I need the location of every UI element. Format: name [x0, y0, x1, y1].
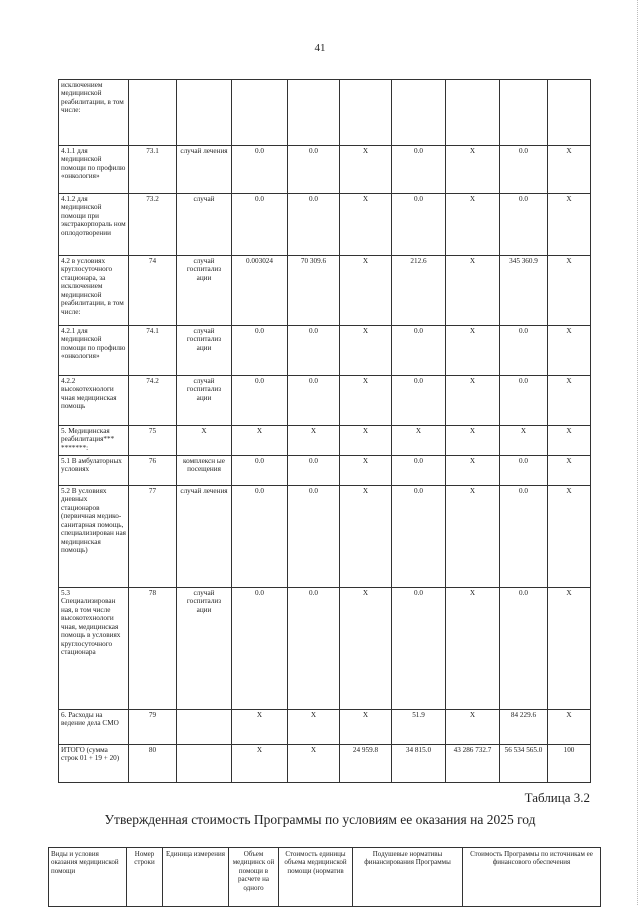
row-value-cell: X [446, 194, 500, 256]
row-value-cell: 0.0 [232, 194, 288, 256]
row-value-cell: случай госпитализ ации [177, 326, 232, 376]
table-row [59, 194, 591, 256]
row-value-cell [446, 80, 500, 146]
row-value-cell: 0.0 [500, 146, 548, 194]
row-value-cell: 80 [129, 745, 177, 783]
row-value-cell [500, 80, 548, 146]
row-value-cell: X [340, 456, 392, 486]
row-value-cell: 0.0 [232, 146, 288, 194]
row-value-cell: 0.0 [392, 456, 446, 486]
header-cell: Стоимость Программы по источникам ее финансового обеспечения [463, 848, 601, 907]
row-name-cell: ИТОГО (сумма строк 01 + 19 + 20) [59, 745, 129, 783]
row-value-cell: 0.0 [392, 146, 446, 194]
row-value-cell: X [500, 426, 548, 456]
row-value-cell [548, 80, 591, 146]
row-value-cell [129, 80, 177, 146]
row-value-cell: X [446, 456, 500, 486]
row-value-cell: X [288, 745, 340, 783]
row-name-cell: 5. Медицинская реабилитация*** *******: [59, 426, 129, 456]
row-value-cell: 0.0 [392, 486, 446, 588]
header-cell: Номер строки [127, 848, 163, 907]
row-value-cell: комплексн ые посещения [177, 456, 232, 486]
row-value-cell: X [446, 376, 500, 426]
table-row [59, 710, 591, 745]
row-value-cell: 212.6 [392, 256, 446, 326]
row-value-cell: X [340, 376, 392, 426]
row-value-cell: X [548, 376, 591, 426]
row-value-cell: X [340, 194, 392, 256]
row-value-cell: 0.0 [232, 588, 288, 710]
row-value-cell [392, 80, 446, 146]
row-value-cell [340, 80, 392, 146]
row-value-cell [232, 80, 288, 146]
row-value-cell: 76 [129, 456, 177, 486]
row-value-cell: 77 [129, 486, 177, 588]
row-value-cell: X [340, 486, 392, 588]
row-value-cell: 70 309.6 [288, 256, 340, 326]
header-cell: Подушевые нормативы финансирования Программы [353, 848, 463, 907]
row-value-cell: 74.1 [129, 326, 177, 376]
row-value-cell: X [288, 426, 340, 456]
row-name-cell: исключением медицинской реабилитации, в том числе: [59, 80, 129, 146]
row-value-cell [177, 80, 232, 146]
row-value-cell: X [446, 426, 500, 456]
row-name-cell: 6. Расходы на ведение дела СМО [59, 710, 129, 745]
table-row [59, 456, 591, 486]
row-value-cell: X [340, 710, 392, 745]
row-value-cell: 43 286 732.7 [446, 745, 500, 783]
row-value-cell: 0.0 [392, 194, 446, 256]
header-cell: Объем медицинск ой помощи в расчете на одного [229, 848, 279, 907]
cost-table [58, 79, 591, 783]
row-value-cell [177, 745, 232, 783]
row-value-cell: случай госпитализ ации [177, 376, 232, 426]
row-value-cell: X [548, 426, 591, 456]
row-value-cell [288, 80, 340, 146]
page-number: 41 [314, 42, 326, 54]
row-value-cell: 34 815.0 [392, 745, 446, 783]
row-value-cell: X [288, 710, 340, 745]
row-value-cell: случай лечения [177, 486, 232, 588]
row-value-cell: 74.2 [129, 376, 177, 426]
row-value-cell: X [340, 256, 392, 326]
row-value-cell: случай госпитализ ации [177, 256, 232, 326]
row-value-cell: X [548, 710, 591, 745]
row-value-cell: X [340, 326, 392, 376]
row-value-cell: X [548, 146, 591, 194]
header-cell: Стоимость единицы объема медицинской помощи (норматив [279, 848, 353, 907]
row-value-cell: X [232, 710, 288, 745]
row-value-cell: 24 959.8 [340, 745, 392, 783]
row-value-cell: X [177, 426, 232, 456]
row-value-cell: 0.003024 [232, 256, 288, 326]
row-value-cell: 73.2 [129, 194, 177, 256]
row-value-cell: 0.0 [232, 456, 288, 486]
row-name-cell: 5.3 Специализирован ная, в том числе высокотехнологи чная, медицинская помощь в условиях круглосуточного стационара [59, 588, 129, 710]
row-value-cell: случай лечения [177, 146, 232, 194]
scan-edge [635, 0, 638, 905]
row-value-cell: X [446, 710, 500, 745]
row-value-cell: X [446, 256, 500, 326]
row-value-cell: 0.0 [288, 588, 340, 710]
row-value-cell: X [232, 745, 288, 783]
row-value-cell: X [446, 326, 500, 376]
row-value-cell: 0.0 [288, 376, 340, 426]
row-value-cell: 74 [129, 256, 177, 326]
row-value-cell: X [548, 256, 591, 326]
row-value-cell: X [446, 588, 500, 710]
row-value-cell: X [340, 426, 392, 456]
row-value-cell: X [548, 456, 591, 486]
table-row [59, 256, 591, 326]
table-label: Таблица 3.2 [524, 790, 590, 805]
row-value-cell: 0.0 [232, 376, 288, 426]
row-value-cell: X [548, 326, 591, 376]
row-value-cell: X [548, 486, 591, 588]
row-value-cell: X [392, 426, 446, 456]
row-name-cell: 4.2 в условиях круглосуточного стационара, за исключением медицинской реабилитации, в том числе: [59, 256, 129, 326]
row-value-cell: X [340, 146, 392, 194]
table-header [48, 847, 601, 907]
row-value-cell: 51.9 [392, 710, 446, 745]
row-value-cell: случай [177, 194, 232, 256]
table-row [59, 326, 591, 376]
table-row [59, 588, 591, 710]
table-row [59, 426, 591, 456]
row-value-cell: 78 [129, 588, 177, 710]
table-row [59, 80, 591, 146]
row-value-cell: 0.0 [500, 456, 548, 486]
header-cell: Единица измерения [163, 848, 229, 907]
row-value-cell: X [446, 146, 500, 194]
row-value-cell: 100 [548, 745, 591, 783]
table-row [59, 146, 591, 194]
row-value-cell: 0.0 [288, 456, 340, 486]
row-value-cell: 0.0 [288, 486, 340, 588]
row-value-cell: 0.0 [232, 326, 288, 376]
row-name-cell: 4.1.2 для медицинской помощи при экстракорпораль ном оплодотворении [59, 194, 129, 256]
row-name-cell: 5.1 В амбулаторных условиях [59, 456, 129, 486]
row-value-cell: 75 [129, 426, 177, 456]
row-value-cell: 0.0 [288, 326, 340, 376]
row-value-cell: X [232, 426, 288, 456]
row-value-cell: 0.0 [500, 326, 548, 376]
row-value-cell: X [548, 588, 591, 710]
row-value-cell: 0.0 [232, 486, 288, 588]
row-value-cell: 0.0 [500, 194, 548, 256]
row-value-cell: 73.1 [129, 146, 177, 194]
row-value-cell: 0.0 [500, 588, 548, 710]
table-row [59, 376, 591, 426]
row-value-cell: 0.0 [288, 146, 340, 194]
row-value-cell: X [446, 486, 500, 588]
row-name-cell: 4.2.1 для медицинской помощи по профилю «онкология» [59, 326, 129, 376]
table-title: Утвержденная стоимость Программы по условиям ее оказания на 2025 год [104, 812, 536, 827]
row-name-cell: 4.1.1 для медицинской помощи по профилю «онкология» [59, 146, 129, 194]
row-name-cell: 5.2 В условиях дневных стационаров (первичная медико-санитарная помощь, специализирован ная медицинская помощь) [59, 486, 129, 588]
table-row [59, 745, 591, 783]
row-value-cell: 0.0 [392, 376, 446, 426]
row-value-cell: 0.0 [392, 326, 446, 376]
row-value-cell: 345 360.9 [500, 256, 548, 326]
row-value-cell: 84 229.6 [500, 710, 548, 745]
row-value-cell: 0.0 [288, 194, 340, 256]
row-name-cell: 4.2.2 высокотехнологи чная медицинская помощь [59, 376, 129, 426]
table-row [59, 486, 591, 588]
row-value-cell: 56 534 565.0 [500, 745, 548, 783]
row-value-cell [177, 710, 232, 745]
row-value-cell: X [548, 194, 591, 256]
row-value-cell: X [340, 588, 392, 710]
row-value-cell: 0.0 [500, 486, 548, 588]
row-value-cell: 79 [129, 710, 177, 745]
row-value-cell: 0.0 [392, 588, 446, 710]
header-cell: Виды и условия оказания медицинской помощи [49, 848, 127, 907]
row-value-cell: случай госпитализ ации [177, 588, 232, 710]
row-value-cell: 0.0 [500, 376, 548, 426]
